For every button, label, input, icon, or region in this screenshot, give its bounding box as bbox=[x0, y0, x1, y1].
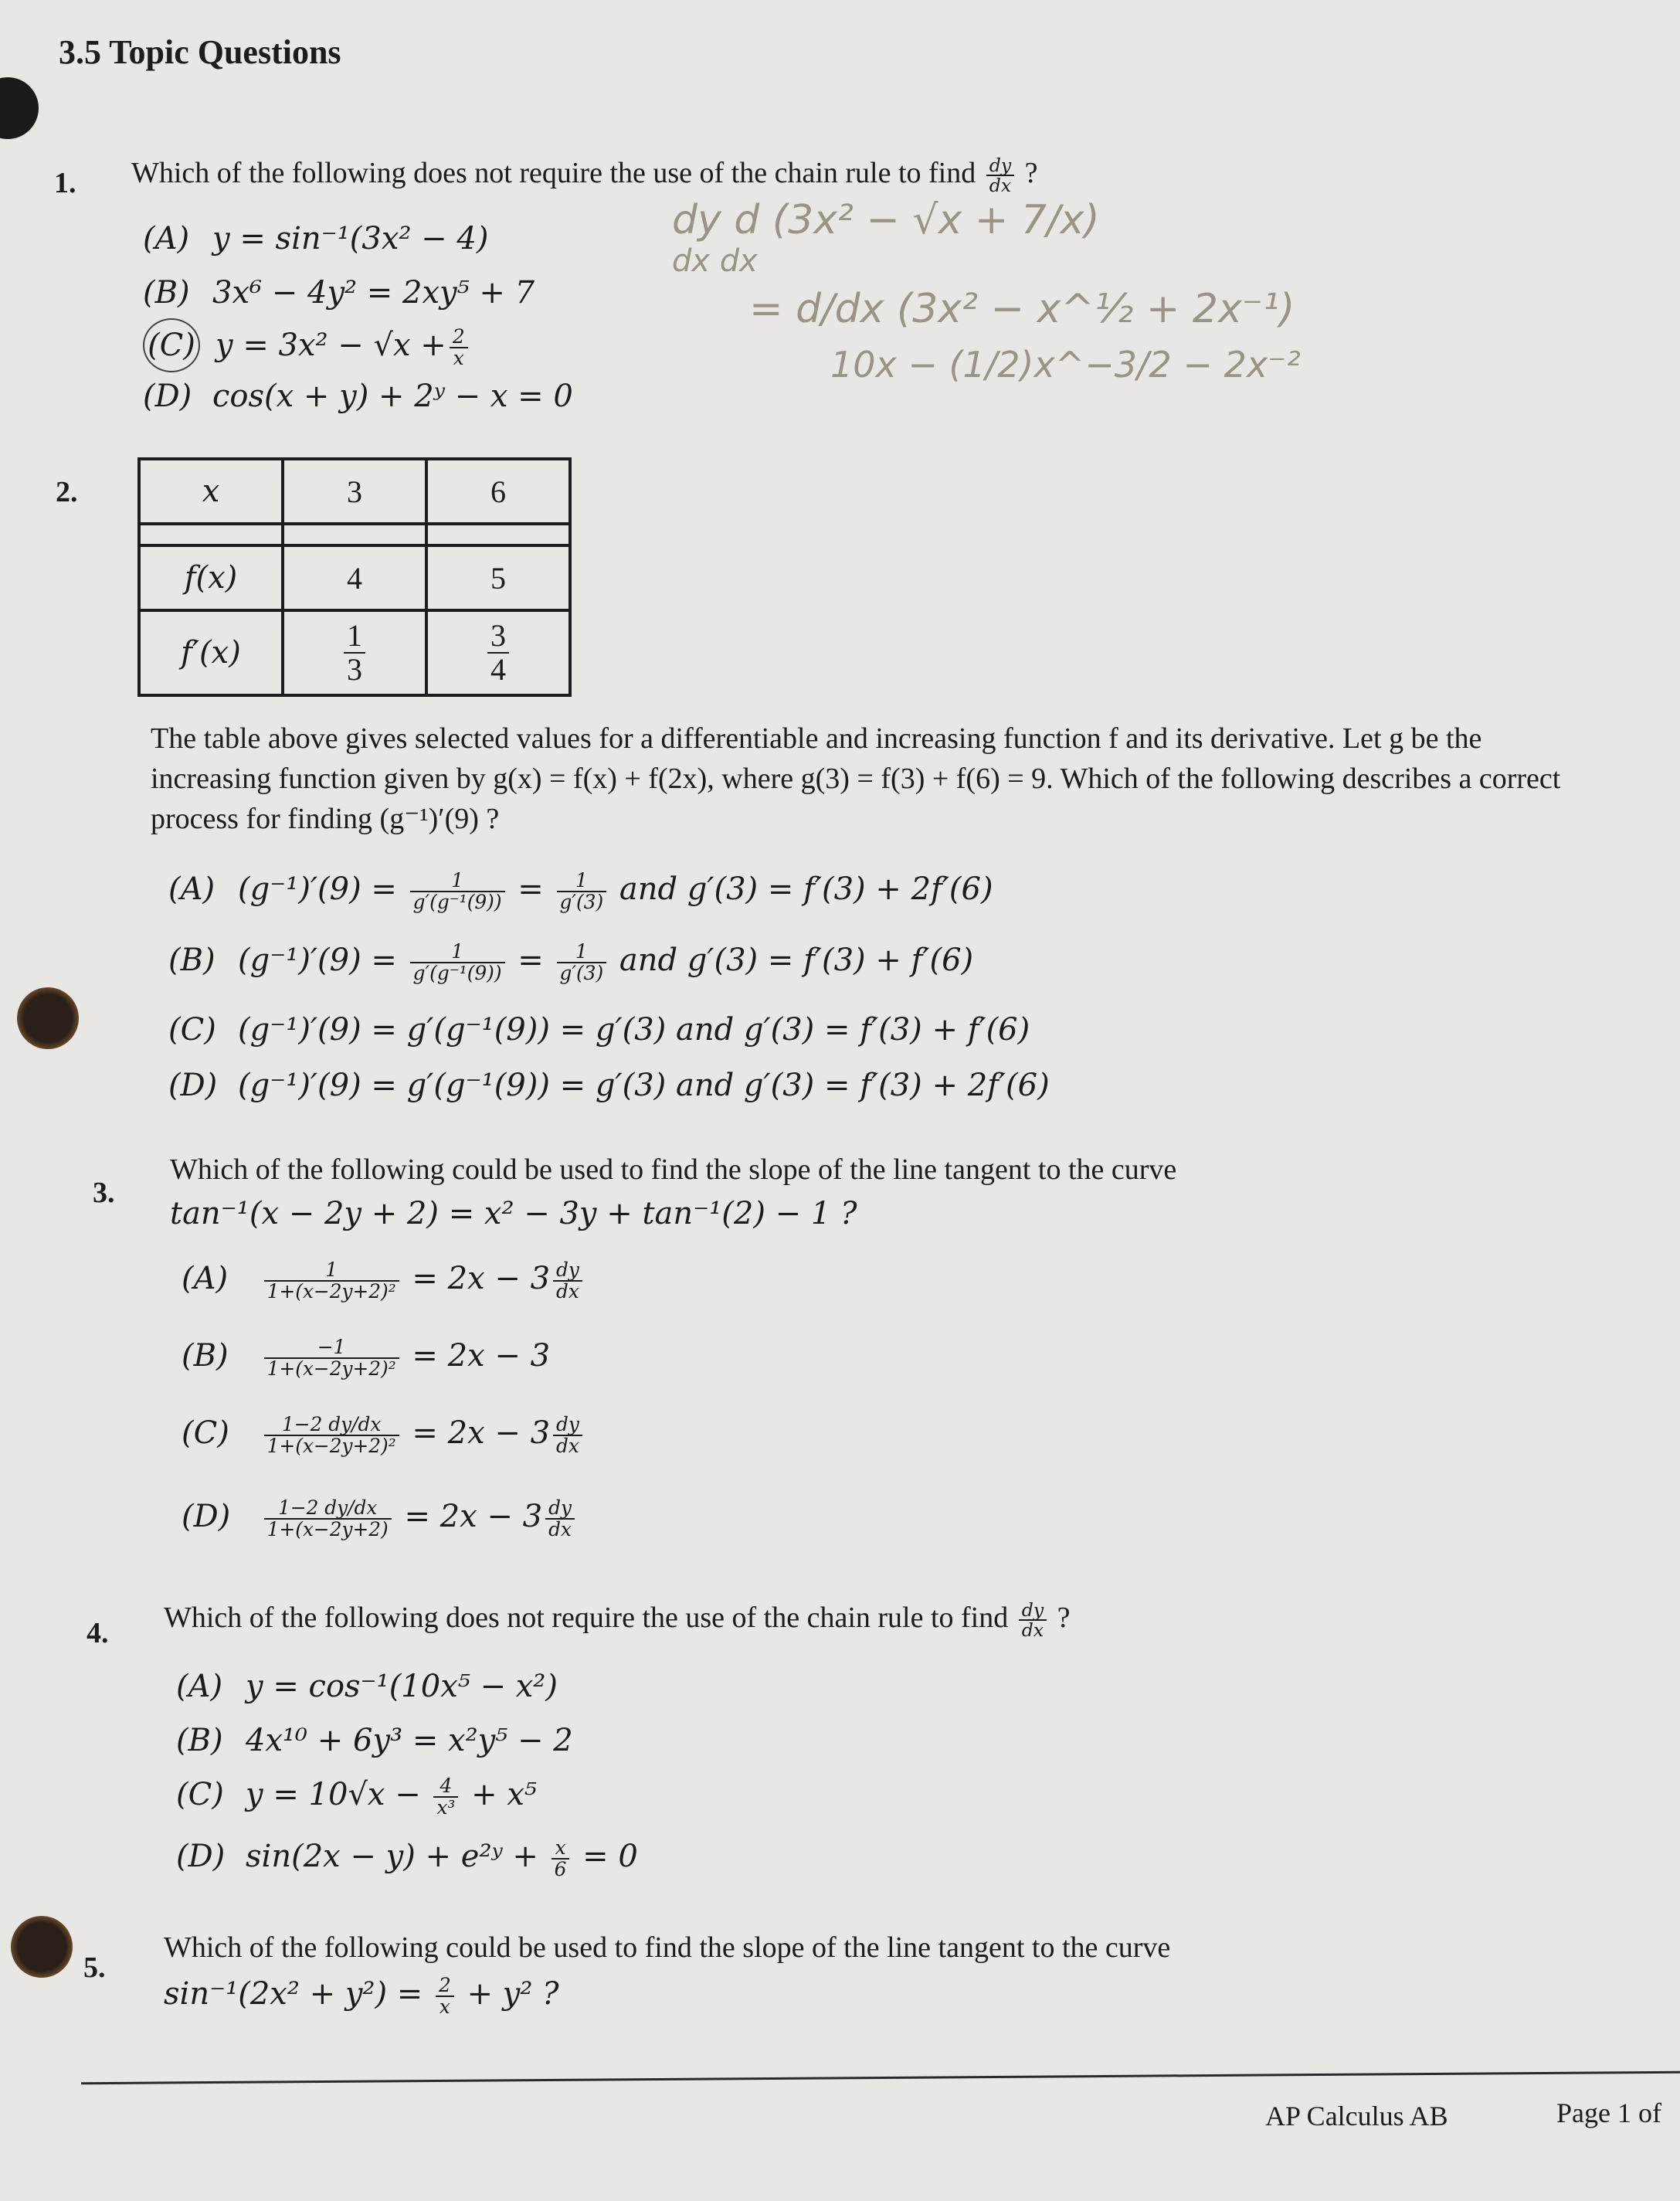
q2-option-b bbox=[168, 935, 973, 986]
option-label: (B) bbox=[176, 1723, 223, 1758]
q4-number: 4. bbox=[87, 1617, 109, 1649]
option-math: sin(2x − y) + e²ʸ + bbox=[246, 1839, 538, 1874]
option-label: (D) bbox=[143, 379, 192, 414]
option-label: (C) bbox=[168, 1012, 216, 1048]
option-label: (B) bbox=[143, 275, 190, 311]
table-cell: $\frac{1}{3}$ bbox=[283, 610, 426, 695]
option-rhs: = 2x − 3 bbox=[404, 1499, 543, 1534]
fraction: $\frac{1}{g'(3)}$ bbox=[557, 871, 607, 912]
q1-option-a bbox=[143, 213, 488, 264]
fraction: $\frac{1-2 dy/dx}{1+(x-2y+2)}$ bbox=[264, 1498, 392, 1540]
two-over-x: $\frac{2}{x}$ bbox=[436, 1975, 454, 2017]
option-label: (B) bbox=[182, 1338, 229, 1374]
option-math: 3x⁶ − 4y² = 2xy⁵ + 7 bbox=[212, 275, 535, 311]
option-label: (D) bbox=[176, 1839, 226, 1874]
binder-hole-top bbox=[0, 77, 39, 139]
table-cell: 6 bbox=[426, 459, 570, 524]
q3-option-b bbox=[182, 1330, 550, 1381]
q2-option-d bbox=[168, 1060, 1050, 1111]
q1-option-b bbox=[143, 267, 535, 318]
option-rhs: and g′(3) = f′(3) + 2f′(6) bbox=[619, 871, 993, 907]
q1-handwriting-line3: = d/dx (3x² − x^½ + 2x⁻¹) bbox=[749, 286, 1295, 332]
option-math: y = 10√x − bbox=[246, 1777, 421, 1812]
option-label: (A) bbox=[143, 221, 190, 256]
fraction: $\frac{1}{\text{g′(g⁻¹(9))}}$ bbox=[410, 871, 505, 912]
option-rhs: = 2x − 3 bbox=[412, 1338, 551, 1374]
option-math: y = sin⁻¹(3x² − 4) bbox=[212, 221, 489, 256]
table-header-x: x bbox=[139, 459, 283, 524]
page-title: 3.5 Topic Questions bbox=[59, 33, 341, 71]
fraction: $\frac{1}{\text{g′(g⁻¹(9))}}$ bbox=[410, 942, 505, 983]
footer-rule bbox=[81, 2071, 1680, 2084]
q3-option-c bbox=[182, 1408, 585, 1459]
footer-course: AP Calculus AB bbox=[1265, 2101, 1448, 2131]
q1-prompt: Which of the following does not require the use of the chain rule to find bbox=[131, 157, 976, 189]
q4-option-b bbox=[176, 1715, 573, 1766]
option-label: (A) bbox=[168, 871, 216, 907]
q4-option-c: (C) y = 10√x − $\frac{4}{\text{x³}}$ + x⁵ bbox=[176, 1769, 537, 1820]
option-math: y = 3x² − √x + bbox=[216, 328, 446, 363]
q2-option-a bbox=[168, 864, 993, 915]
table-cell bbox=[283, 524, 426, 545]
q4-option-a bbox=[176, 1661, 558, 1712]
q1-text bbox=[131, 153, 1038, 195]
q5-curve-end: + y² ? bbox=[467, 1976, 559, 2012]
binder-hole-middle bbox=[17, 987, 79, 1049]
binder-hole-bottom bbox=[11, 1916, 73, 1978]
q4-text bbox=[164, 1598, 1071, 1640]
q5-number: 5. bbox=[83, 1951, 106, 1984]
q5-text: Which of the following could be used to find the slope of the line tangent to the curve bbox=[164, 1931, 1171, 1964]
equals: = bbox=[518, 871, 544, 907]
option-rhs: = 2x − 3 bbox=[412, 1261, 551, 1296]
q4-option-d: (D) sin(2x − y) + e²ʸ + $\frac{x}{6}$ = 0 bbox=[176, 1831, 638, 1882]
option-math: 4x¹⁰ + 6y³ = x²y⁵ − 2 bbox=[246, 1723, 573, 1758]
q3-number: 3. bbox=[93, 1177, 115, 1209]
table-cell: 4 bbox=[283, 545, 426, 610]
q4-end: ? bbox=[1057, 1601, 1071, 1634]
q2-number: 2. bbox=[56, 476, 78, 508]
option-label: (C) bbox=[176, 1777, 224, 1812]
table-cell: 3 bbox=[283, 459, 426, 524]
dy-dx-fraction: $\frac{dy}{dx}$ bbox=[1019, 1601, 1047, 1640]
option-label: (A) bbox=[182, 1261, 229, 1296]
option-label: (C) bbox=[182, 1415, 229, 1451]
option-label: (C) bbox=[143, 318, 200, 372]
q1-handwriting-line4: 10x − (1/2)x^−3/2 − 2x⁻² bbox=[830, 344, 1301, 386]
footer-page: Page 1 of bbox=[1556, 2097, 1661, 2128]
option-math: (g⁻¹)′(9) = g′(g⁻¹(9)) = g′(3) and g′(3) = f′(3) + f′(6) bbox=[238, 1012, 1030, 1048]
q1-end: ? bbox=[1024, 157, 1038, 189]
fraction: $\frac{-1}{\text{1+(x−2y+2)²}}$ bbox=[264, 1337, 399, 1379]
option-lhs: (g⁻¹)′(9) = bbox=[238, 943, 397, 978]
option-label: (D) bbox=[182, 1499, 231, 1534]
option-math: cos(x + y) + 2ʸ − x = 0 bbox=[212, 379, 573, 414]
dy-dx-fraction: $\frac{dy}{dx}$ bbox=[545, 1498, 575, 1540]
fraction: $\frac{4}{\text{x³}}$ bbox=[433, 1776, 458, 1818]
q3-option-d bbox=[182, 1491, 578, 1542]
q1-option-c bbox=[143, 318, 471, 372]
table-cell bbox=[139, 524, 283, 545]
two-over-x: $\frac{2}{x}$ bbox=[450, 327, 468, 369]
q5-curve-lhs: sin⁻¹(2x² + y²) = bbox=[164, 1976, 423, 2012]
q2-option-c bbox=[168, 1004, 1030, 1055]
values-table bbox=[137, 457, 572, 697]
table-header-fprime: f′(x) bbox=[139, 610, 283, 695]
option-label: (D) bbox=[168, 1068, 218, 1103]
q3-curve: tan⁻¹(x − 2y + 2) = x² − 3y + tan⁻¹(2) − 1 ? bbox=[170, 1196, 857, 1231]
dy-dx-fraction: $\frac{dy}{dx}$ bbox=[986, 156, 1014, 195]
q1-handwriting-line1: dy d (3x² − √x + 7/x) bbox=[672, 197, 1100, 243]
q1-handwriting-line2: dx dx bbox=[672, 243, 758, 279]
q1-number: 1. bbox=[54, 167, 76, 199]
option-label: (A) bbox=[176, 1669, 223, 1704]
q3-option-a bbox=[182, 1253, 585, 1304]
fraction: $\frac{1}{g'(3)}$ bbox=[557, 942, 607, 983]
q1-option-d bbox=[143, 371, 573, 422]
table-header-fx: f(x) bbox=[139, 545, 283, 610]
table-cell: $\frac{3}{4}$ bbox=[426, 610, 570, 695]
equals: = bbox=[518, 943, 544, 978]
fraction: $\frac{1-2 dy/dx}{\text{1+(x−2y+2)²}}$ bbox=[264, 1415, 399, 1456]
option-math: y = cos⁻¹(10x⁵ − x²) bbox=[246, 1669, 558, 1704]
q4-prompt: Which of the following does not require the use of the chain rule to find bbox=[164, 1601, 1009, 1634]
q2-text: The table above gives selected values for a differentiable and increasing function f and its derivative. Let g be the increasing function given by g(x) = f(x) + f(2x), where g(3) = f(3) + f(6) = 9. Which of the following describes a correct process for finding (g⁻¹)′(9) ? bbox=[151, 722, 1561, 835]
option-math: (g⁻¹)′(9) = g′(g⁻¹(9)) = g′(3) and g′(3) = f′(3) + 2f′(6) bbox=[238, 1068, 1050, 1103]
option-rhs: = 2x − 3 bbox=[412, 1415, 551, 1451]
dy-dx-fraction: $\frac{dy}{dx}$ bbox=[553, 1415, 582, 1456]
fraction: $\frac{1}{\text{1+(x−2y+2)²}}$ bbox=[264, 1260, 399, 1302]
option-lhs: (g⁻¹)′(9) = bbox=[238, 871, 397, 907]
option-label: (B) bbox=[168, 943, 216, 978]
option-rhs: and g′(3) = f′(3) + f′(6) bbox=[619, 943, 974, 978]
q5-curve bbox=[164, 1974, 559, 2017]
table-cell: 5 bbox=[426, 545, 570, 610]
fraction: $\frac{x}{6}$ bbox=[552, 1838, 570, 1880]
q3-text: Which of the following could be used to find the slope of the line tangent to the curve bbox=[170, 1153, 1177, 1186]
dy-dx-fraction: $\frac{dy}{dx}$ bbox=[553, 1260, 582, 1302]
table-cell bbox=[426, 524, 570, 545]
